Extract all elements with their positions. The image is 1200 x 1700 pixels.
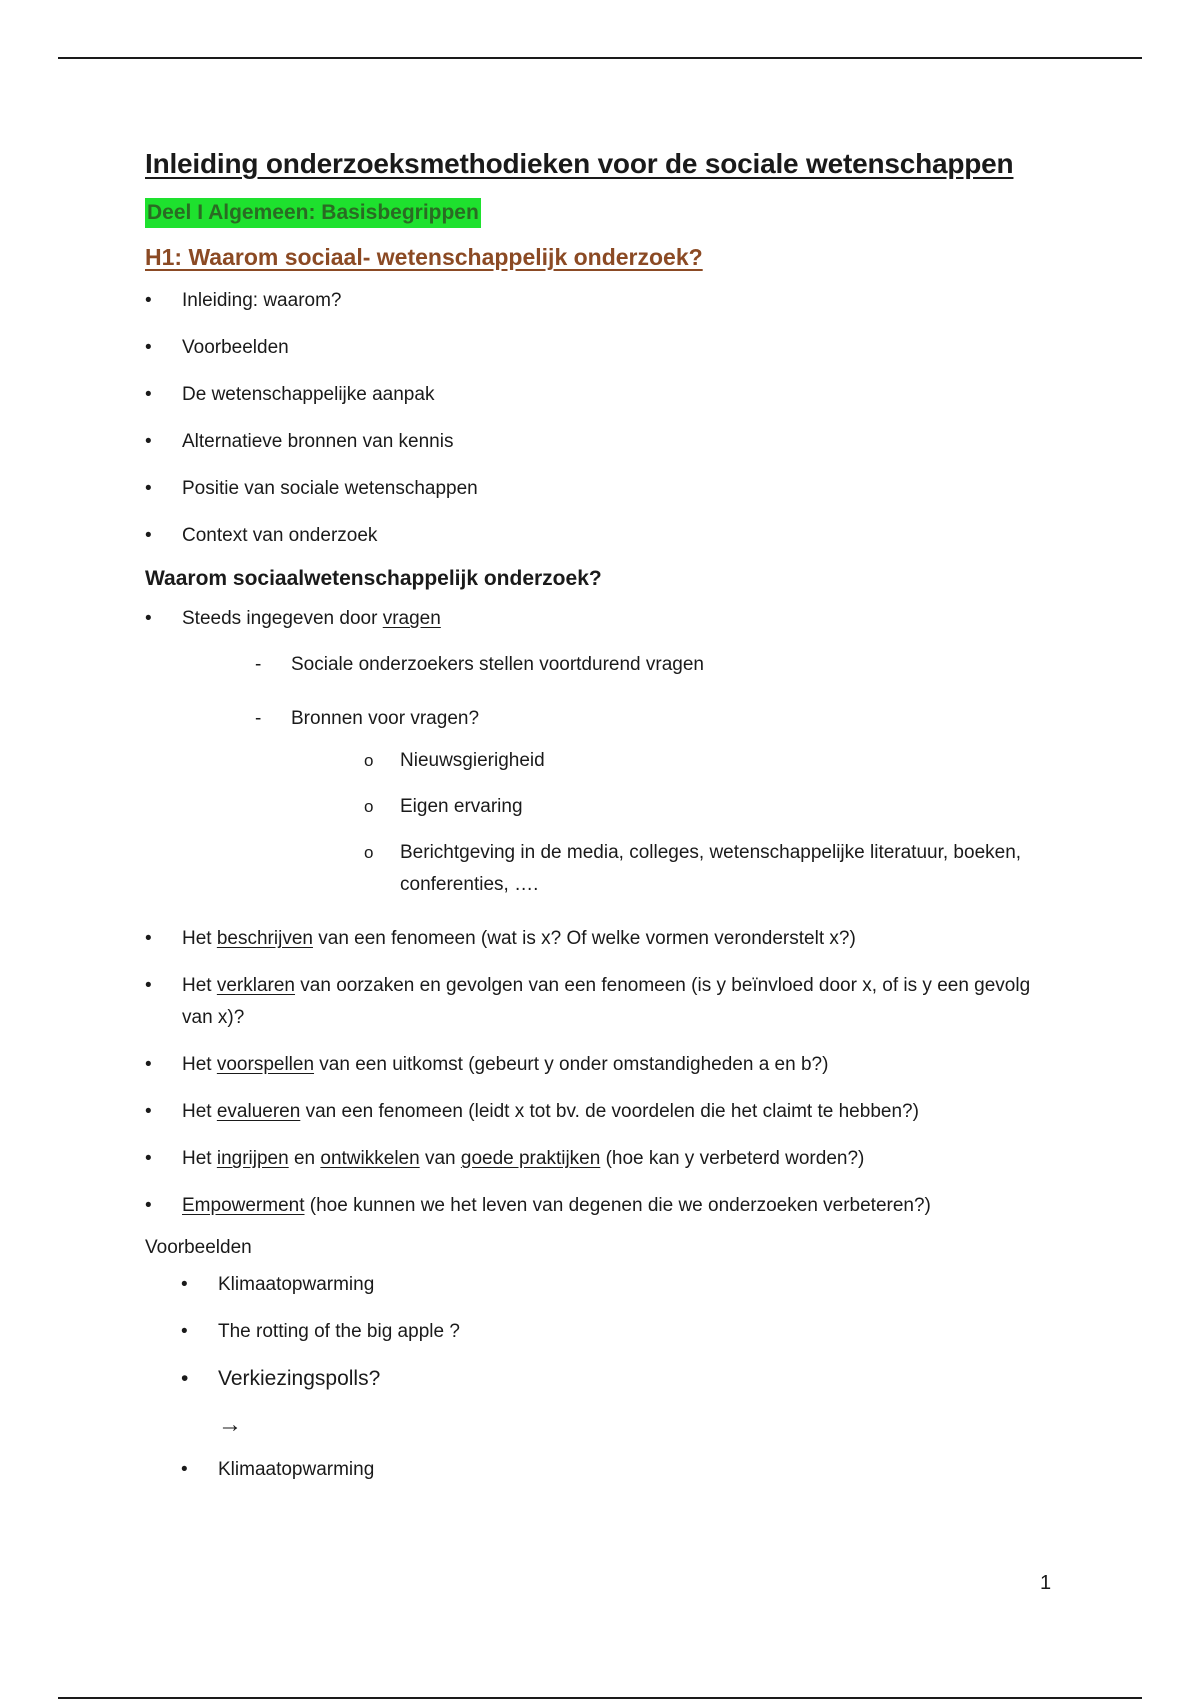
- reason-text: Het: [182, 928, 217, 949]
- example-item: • Verkiezingspolls?: [181, 1363, 1065, 1395]
- reason-sublist: [182, 649, 1065, 901]
- reason-item: [145, 603, 1065, 901]
- outline-item: • Positie van sociale wetenschappen: [145, 473, 1065, 505]
- page-number: 1: [1040, 1572, 1052, 1594]
- examples-list-continued: [145, 1454, 1065, 1486]
- example-item: • Klimaatopwarming: [181, 1269, 1065, 1301]
- reason-keyword: ontwikkelen: [320, 1148, 420, 1169]
- reason-item: [145, 1190, 1065, 1222]
- source-item: o Berichtgeving in de media, colleges, wetenschappelijke literatuur, boeken, conferenties, ….: [364, 837, 1065, 901]
- source-item: o Nieuwsgierigheid: [364, 745, 1065, 777]
- reason-text: van een uitkomst (gebeurt y onder omstandigheden a en b?): [314, 1054, 829, 1075]
- reason-keyword: vragen: [382, 608, 441, 629]
- section-title: Waarom sociaalwetenschappelijk onderzoek?: [145, 567, 602, 590]
- reason-text: Het: [182, 1148, 217, 1169]
- reason-item: [145, 1049, 1065, 1081]
- reason-keyword: verklaren: [216, 975, 296, 996]
- reason-keyword: evalueren: [216, 1101, 301, 1122]
- reason-text: van: [419, 1148, 461, 1169]
- document-title: Inleiding onderzoeksmethodieken voor de sociale wetenschappen: [145, 148, 1014, 179]
- outline-item: • Alternatieve bronnen van kennis: [145, 426, 1065, 458]
- outline-item: • Voorbeelden: [145, 332, 1065, 364]
- outline-item: • De wetenschappelijke aanpak: [145, 379, 1065, 411]
- sub-item: - Sociale onderzoekers stellen voortdurend vragen: [255, 649, 1065, 681]
- reason-item: [145, 970, 1065, 1034]
- reason-keyword: goede praktijken: [460, 1148, 601, 1169]
- reason-text: van oorzaken en gevolgen van een fenomeen (is y beïnvloed door x, of is y een gevolg van x)?: [182, 975, 1031, 1028]
- reason-text: Het: [182, 975, 217, 996]
- reason-text: Steeds ingegeven door: [182, 608, 383, 629]
- document-body: [145, 148, 1065, 1501]
- reason-text: (hoe kunnen we het leven van degenen die we onderzoeken verbeteren?): [304, 1195, 931, 1216]
- sub-item-text: Bronnen voor vragen?: [291, 708, 480, 729]
- reason-item: [145, 923, 1065, 955]
- reason-text: (hoe kan y verbeterd worden?): [600, 1148, 865, 1169]
- reason-keyword: ingrijpen: [216, 1148, 289, 1169]
- reason-text: Het: [182, 1054, 217, 1075]
- part-label: Deel I Algemeen: Basisbegrippen: [145, 198, 481, 228]
- examples-list: [145, 1269, 1065, 1395]
- reason-text: van een fenomeen (wat is x? Of welke vormen veronderstelt x?): [312, 928, 856, 949]
- reasons-list: [145, 603, 1065, 1222]
- example-item: • The rotting of the big apple ?: [181, 1316, 1065, 1348]
- sources-list: [291, 745, 1065, 901]
- examples-heading: Voorbeelden: [145, 1237, 252, 1258]
- sub-item: [255, 703, 1065, 901]
- footer-rule: [58, 1697, 1142, 1699]
- reason-item: [145, 1096, 1065, 1128]
- reason-text: en: [288, 1148, 321, 1169]
- arrow-right-icon: →: [218, 1411, 242, 1438]
- reason-text: Het: [182, 1101, 217, 1122]
- reason-text: van een fenomeen (leidt x tot bv. de voordelen die het claimt te hebben?): [300, 1101, 919, 1122]
- outline-item: • Context van onderzoek: [145, 520, 1065, 552]
- chapter-title: H1: Waarom sociaal- wetenschappelijk onderzoek?: [145, 244, 703, 270]
- reason-item: [145, 1143, 1065, 1175]
- header-rule: [58, 57, 1142, 59]
- reason-keyword: voorspellen: [216, 1054, 315, 1075]
- chapter-outline: [145, 285, 1065, 552]
- reason-keyword: beschrijven: [216, 928, 313, 949]
- source-item: o Eigen ervaring: [364, 791, 1065, 823]
- outline-item: • Inleiding: waarom?: [145, 285, 1065, 317]
- example-item: • Klimaatopwarming: [181, 1454, 1065, 1486]
- reason-keyword: Empowerment: [182, 1195, 305, 1216]
